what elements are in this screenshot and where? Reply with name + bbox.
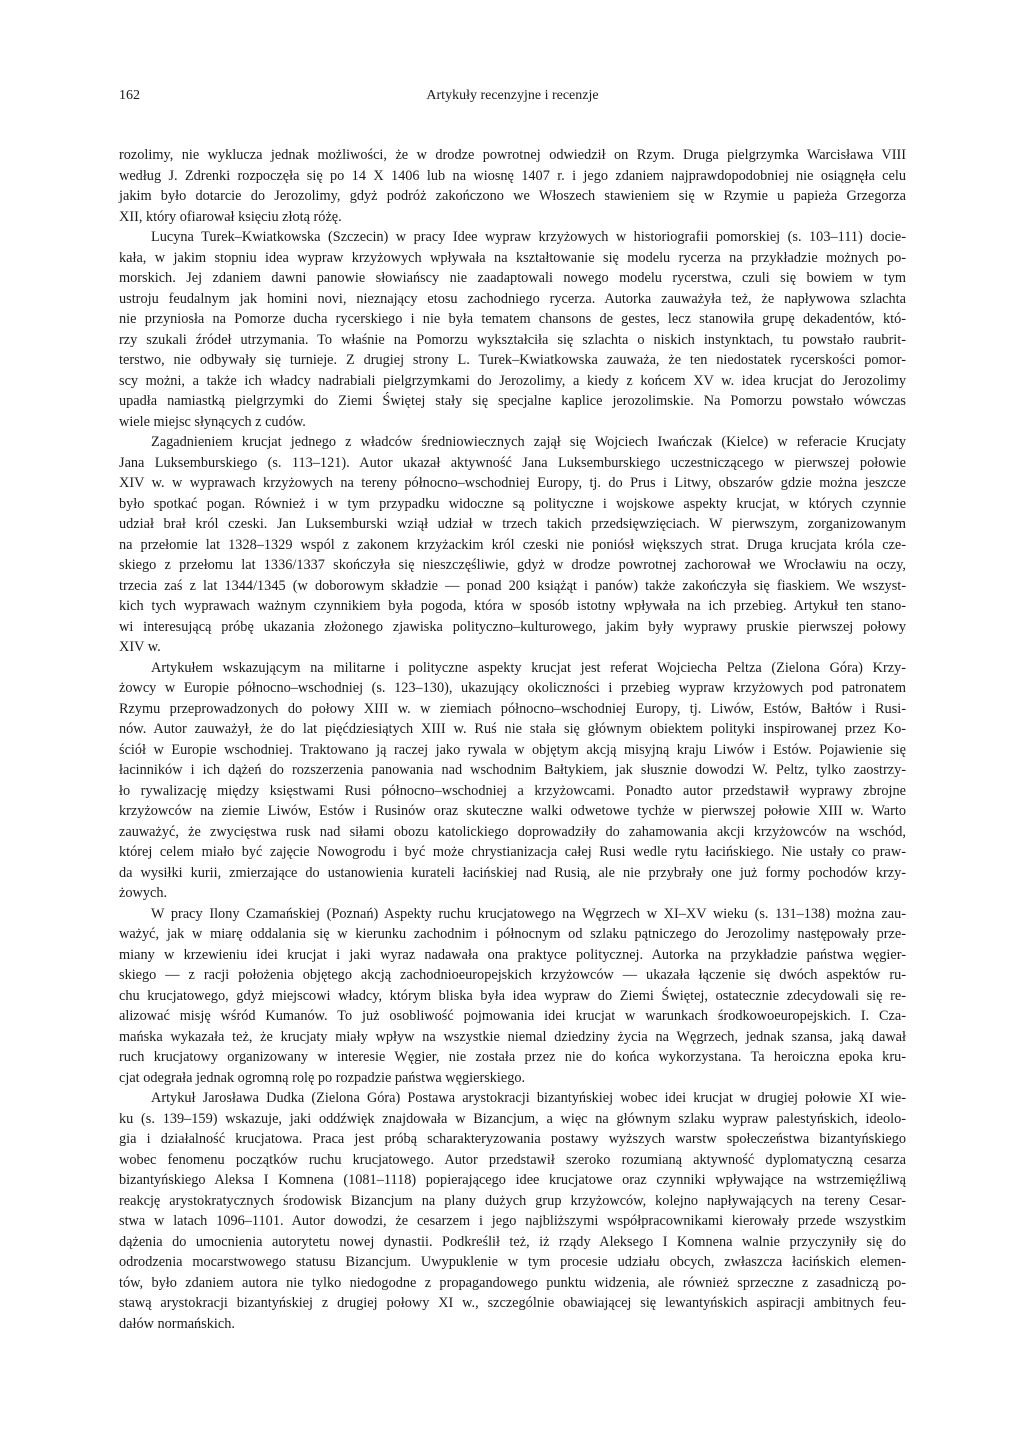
paragraph [119,227,906,432]
text-line: Artykułem wskazującym na militarne i polityczne aspekty krucjat jest referat Wojciecha Peltza (Zielona Góra) Krzy- [151,659,906,676]
text-line: Rzymu przeprowadzonych do połowy XIII w. w ziemiach północno–wschodniej Europy, tj. Liwów, Estów, Bałtów i Rusi- [119,700,906,717]
text-line: ściół w Europie wschodniej. Traktowano ją raczej jako rywala w objętym akcją misyjną kraju Liwów i Estów. Pojawienie się [119,741,906,758]
text-line: upadła namiastką pielgrzymki do Ziemi Świętej stały się specjalne kaplice jerozolimskie. Na Pomorzu powstało wówczas [119,393,906,409]
text-line: miany w krzewieniu idei krucjat i jaki wyraz nadawała ona praktyce politycznej. Autorka na przykładzie państwa węgier- [119,946,906,963]
text-line: według J. Zdrenki rozpoczęła się po 14 X 1406 lub na wiosnę 1407 r. i jego zdaniem najprawdopodobniej nie osiągnęła celu [119,167,906,184]
paragraph [119,145,906,227]
text-line: ruch krucjatowy organizowany w interesie Węgier, nie została przez nie do końca wykorzystana. Ta heroiczna epoka kru- [119,1049,906,1065]
text-line: nów. Autor zauważył, że do lat pięćdziesiątych XIII w. Ruś nie stała się głównym obiektem polityki inspirowanej przez Ko- [119,721,906,737]
text-line: skiego z przełomu lat 1336/1337 skończyła się nieszczęśliwie, gdyż w drodze powrotnej zachorował we Wrocławiu na oczy, [119,557,906,573]
text-line: trzecia zaś z lat 1344/1345 (w doborowym składzie — ponad 200 książąt i panów) także zakończyła się fiaskiem. We wszyst- [119,577,906,594]
text-line: której celem miało być zajęcie Nowogrodu i być może chrystianizacja całej Rusi wedle rytu łacińskiego. Nie ustały co praw- [119,844,906,860]
text-line: udział brał król czeski. Jan Luksemburski wziął udział w trzech takich przedsięwzięciach. W pierwszym, zorganizowanym [119,516,906,532]
paragraph [119,1088,906,1334]
paragraph [119,432,906,658]
paragraph [119,904,906,1089]
text-line: wi interesującą próbę ukazania złożonego zjawiska polityczno–kulturowego, jakim były wyprawy pruskie pierwszej połowy [119,618,906,635]
text-line: XIV w. w wyprawach krzyżowych na tereny północno–wschodniej Europy, tj. do Prus i Litwy, obszarów gdzie można jeszcze [119,475,906,491]
text-line: XII, który ofiarował księciu złotą różę. [119,208,342,225]
text-line: tów, było zdaniem autora nie tylko niedogodne z propagandowego punktu widzenia, ale również sprzeczne z zasadniczą po- [119,1274,906,1291]
text-line: nie przyniosła na Pomorze ducha rycerskiego i nie była tematem chansons de gestes, lecz stanowiła grupę dekadentów, któ- [119,311,906,327]
page-number: 162 [119,88,140,103]
text-line: łacinników i ich dążeń do rozszerzenia panowania nad wschodnim Bałtykiem, jak słusznie dowodzi W. Peltz, tylko zaostrzy- [119,762,906,778]
text-line: morskich. Jej zdaniem dawni panowie słowiańscy nie zaadaptowali nowego modelu rycerstwa, czuli się bowiem w tym [119,270,906,286]
text-line: Jana Luksemburskiego (s. 113–121). Autor ukazał aktywność Jana Luksemburskiego uczestniczącego w pierwszej połowie [119,454,906,471]
text-line: scy możni, a także ich władcy nadrabiali pielgrzymkami do Jerozolimy, a kiedy z końcem XV w. idea krucjat do Jerozolimy [119,372,906,389]
text-line: da wysiłki kurii, zmierzające do ustanowienia kurateli łacińskiej nad Rusią, ale nie przybrały one już formy pochodów krzy- [119,864,906,881]
text-line: W pracy Ilony Czamańskiej (Poznań) Aspekty ruchu krucjatowego na Węgrzech w XI–XV wieku (s. 131–138) można zau- [151,905,906,922]
text-line: bizantyńskiego Aleksa I Komnena (1081–1118) popierającego idee krucjatowe oraz czynniki wpływające na wstrzemięźliwą [119,1172,906,1188]
text-line: rzy szukali źródeł utrzymania. To właśnie na Pomorzu wykształciła się szlachta o niskich instynktach, tu powstało raubrit- [119,331,906,348]
text-line: na przełomie lat 1328–1329 wspól z zakonem krzyżackim król czeski nie poniósł większych strat. Druga krucjata króla cze- [119,536,906,553]
text-line: żowcy w Europie północno–wschodniej (s. 123–130), ukazujący okoliczności i przebieg wypraw krzyżowych pod patronatem [119,680,906,696]
text-line: kała, w jakim stopniu idea wypraw krzyżowych wpływała na kształtowanie się modelu rycerza na przykładzie możnych po- [119,249,906,266]
text-line: stawą arystokracji bizantyńskiej z drugiej połowy XI w., szczególnie obawiającej się lewantyńskich aspiracji ambitnych feu- [119,1295,906,1311]
article-body [119,145,906,1334]
text-line: reakcję arystokratycznych środowisk Bizancjum na plany dużych grup krzyżowców, kolejno napływających na tereny Cesar- [119,1192,906,1209]
text-line: zauważyć, że zwycięstwa rusk nad siłami obozu katolickiego doprowadziły do zahamowania akcji krzyżowców na wschód, [119,823,906,840]
text-line: stwa w latach 1096–1101. Autor dowodzi, że cesarzem i jego najbliższymi współpracownikami kierowały przede wszystkim [119,1213,906,1229]
text-line: krzyżowców na ziemie Liwów, Estów i Rusinów oraz skuteczne walki odwetowe tychże w pierwszej połowie XIII w. Warto [119,803,906,819]
text-line: Lucyna Turek–Kwiatkowska (Szczecin) w pracy Idee wypraw krzyżowych w historiografii pomorskiej (s. 103–111) docie- [151,229,906,245]
text-line: ku (s. 139–159) wskazuje, jaki oddźwięk znajdowała w Bizancjum, a więc na głównym szlaku wypraw palestyńskich, ideolo- [119,1110,906,1127]
text-line: kich tych wyprawach ważnym czynnikiem była pogoda, która w sposób istotny wpływała na ich przebieg. Artykuł ten stano- [119,598,906,614]
running-head: Artykuły recenzyjne i recenzje [426,88,599,103]
text-line: cjat odegrała jednak ogromną rolę po rozpadzie państwa węgierskiego. [119,1069,526,1086]
text-line: Zagadnieniem krucjat jednego z władców średniowiecznych zajął się Wojciech Iwańczak (Kielce) w referacie Krucjaty [151,434,906,450]
text-line: było spotkać pogan. Również i w tym przypadku widoczne są polityczne i wojskowe aspekty krucjat, w których czynnie [119,495,906,512]
text-line: alizować misję wśród Kumanów. To już osobliwość pojmowania idei krucjat w warunkach środkowoeuropejskich. I. Cza- [119,1008,906,1024]
page-header [119,88,906,108]
text-line: Artykuł Jarosława Dudka (Zielona Góra) Postawa arystokracji bizantyńskiej wobec idei krucjat w drugiej połowie XI wie- [151,1090,906,1106]
text-line: chu krucjatowego, gdyż miejscowi władcy, którym bliska była idea wypraw do Ziemi Świętej, ostatecznie zdecydowali się re- [119,987,906,1004]
text-line: terstwo, nie odbywały się turnieje. Z drugiej strony L. Turek–Kwiatkowska zauważa, że ten niedostatek rycerskości pomor- [119,352,906,368]
text-line: dążenia do umocnienia autorytetu nowej dynastii. Podkreślił też, iż rządy Aleksego I Komnena walnie przyczyniły się do [119,1233,906,1250]
text-line: XIV w. [119,639,161,655]
text-line: ustroju feudalnym jak homini novi, nieznający etosu zachodniego rycerza. Autorka zauważyła też, że napływowa szlachta [119,290,906,307]
text-line: wobec fenomenu początków ruchu krucjatowego. Autor przedstawił szeroko rozumianą aktywność dyplomatyczną cesarza [119,1151,906,1168]
text-line: skiego — z racji położenia objętego akcją zachodnioeuropejskich krzyżowców — ukazała łączenie się dwóch aspektów ru- [119,967,906,983]
text-line: ważyć, jak w miarę oddalania się w kierunku zachodnim i północnym od szlaku pątniczego do Jerozolimy następowały prze- [119,926,906,942]
text-line: rozolimy, nie wyklucza jednak możliwości, że w drodze powrotnej odwiedził on Rzym. Druga pielgrzymka Warcisława VIII [119,147,906,163]
text-line: mańska wykazała też, że krucjaty miały wpływ na wszystkie niemal dziedziny życia na Węgrzech, jednak szansa, jaką dawał [119,1028,906,1045]
text-line: jakim było dotarcie do Jerozolimy, gdyż podróż zakończono we Włoszech stawieniem się w Rzymie u papieża Grzegorza [119,188,906,204]
text-line: odrodzenia mocarstwowego statusu Bizancjum. Uwypuklenie w tym procesie udziału obcych, zwłaszcza łacińskich elemen- [119,1254,906,1270]
paragraph [119,658,906,904]
text-line: wiele miejsc słynących z cudów. [119,413,306,430]
text-line: dałów normańskich. [119,1315,235,1332]
text-line: ło rywalizację między księstwami Rusi północno–wschodniej a krzyżowcami. Ponadto autor przedstawił wyprawy zbrojne [119,782,906,799]
text-line: gia i działalność krucjatowa. Praca jest próbą scharakteryzowania postawy wyższych warstw społeczeństwa bizantyńskiego [119,1131,906,1147]
text-line: żowych. [119,885,168,901]
